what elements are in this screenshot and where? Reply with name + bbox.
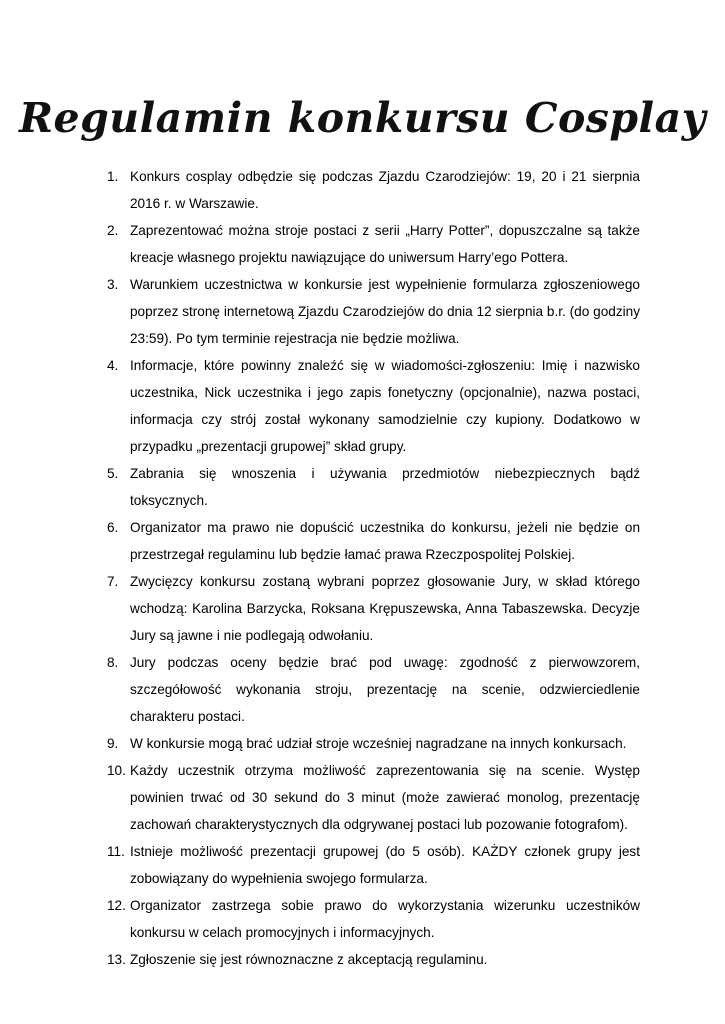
rule-number: 5. [107, 466, 119, 481]
rule-item-12 [107, 892, 640, 946]
rule-item-13 [107, 946, 640, 973]
rule-number: 13. [107, 952, 126, 967]
rule-number: 9. [107, 736, 119, 751]
rule-text: Zaprezentować można stroje postaci z serii „Harry Potter”, dopuszczalne są także kreacje własnego projektu nawiązujące do uniwersum Harry’ego Pottera. [130, 223, 640, 265]
rule-number: 11. [107, 844, 125, 859]
rule-number: 2. [107, 223, 119, 238]
rule-item-11 [107, 838, 640, 892]
rule-text: Organizator zastrzega sobie prawo do wykorzystania wizerunku uczestników konkursu w celach promocyjnych i informacyjnych. [130, 898, 640, 940]
rule-text: Zabrania się wnoszenia i używania przedmiotów niebezpiecznych bądź toksycznych. [130, 466, 640, 508]
rule-text: Zgłoszenie się jest równoznaczne z akceptacją regulaminu. [130, 952, 488, 967]
rule-number: 10. [107, 763, 126, 778]
rule-text: Zwycięzcy konkursu zostaną wybrani poprzez głosowanie Jury, w skład którego wchodzą: Karolina Barzycka, Roksana Krępuszewska, Anna Tabaszewska. Decyzje Jury są jawne i nie podlegają odwołaniu. [130, 574, 640, 643]
rule-text: W konkursie mogą brać udział stroje wcześniej nagradzane na innych konkursach. [130, 736, 627, 751]
rule-number: 4. [107, 358, 119, 373]
rule-item-8 [107, 649, 640, 730]
rule-text: Warunkiem uczestnictwa w konkursie jest wypełnienie formularza zgłoszeniowego poprzez stronę internetową Zjazdu Czarodziejów do dnia 12 sierpnia b.r. (do godziny 23:59). Po tym terminie rejestracja nie będzie możliwa. [130, 277, 640, 346]
rule-item-6 [107, 514, 640, 568]
rule-number: 3. [107, 277, 119, 292]
rule-text: Konkurs cosplay odbędzie się podczas Zjazdu Czarodziejów: 19, 20 i 21 sierpnia 2016 r. w Warszawie. [130, 169, 640, 211]
document-title: Regulamin konkursu Cosplay [18, 94, 707, 142]
rule-number: 1. [107, 169, 119, 184]
rule-item-4 [107, 352, 640, 460]
rule-item-2 [107, 217, 640, 271]
rule-item-1 [107, 163, 640, 217]
rule-item-3 [107, 271, 640, 352]
rule-number: 12. [107, 898, 126, 913]
rule-text: Jury podczas oceny będzie brać pod uwagę: zgodność z pierwowzorem, szczegółowość wykonania stroju, prezentację na scenie, odzwierciedlenie charakteru postaci. [130, 655, 640, 724]
rule-number: 6. [107, 520, 119, 535]
rule-item-5 [107, 460, 640, 514]
rule-text: Każdy uczestnik otrzyma możliwość zaprezentowania się na scenie. Występ powinien trwać od 30 sekund do 3 minut (może zawierać monolog, prezentację zachowań charakterystycznych dla odgrywanej postaci lub pozowanie fotografom). [130, 763, 640, 832]
rule-text: Istnieje możliwość prezentacji grupowej (do 5 osób). KAŻDY członek grupy jest zobowiązany do wypełnienia swojego formularza. [130, 844, 640, 886]
rule-item-9 [107, 730, 640, 757]
rule-item-7 [107, 568, 640, 649]
rule-item-10 [107, 757, 640, 838]
rule-number: 7. [107, 574, 119, 589]
rules-list [107, 163, 640, 973]
rule-number: 8. [107, 655, 119, 670]
rule-text: Organizator ma prawo nie dopuścić uczestnika do konkursu, jeżeli nie będzie on przestrzegał regulaminu lub będzie łamać prawa Rzeczpospolitej Polskiej. [130, 520, 640, 562]
rule-text: Informacje, które powinny znaleźć się w wiadomości-zgłoszeniu: Imię i nazwisko uczestnika, Nick uczestnika i jego zapis fonetyczny (opcjonalnie), nazwa postaci, informacja czy strój został wykonany samodzielnie czy kupiony. Dodatkowo w przypadku „prezentacji grupowej” skład grupy. [130, 358, 640, 454]
